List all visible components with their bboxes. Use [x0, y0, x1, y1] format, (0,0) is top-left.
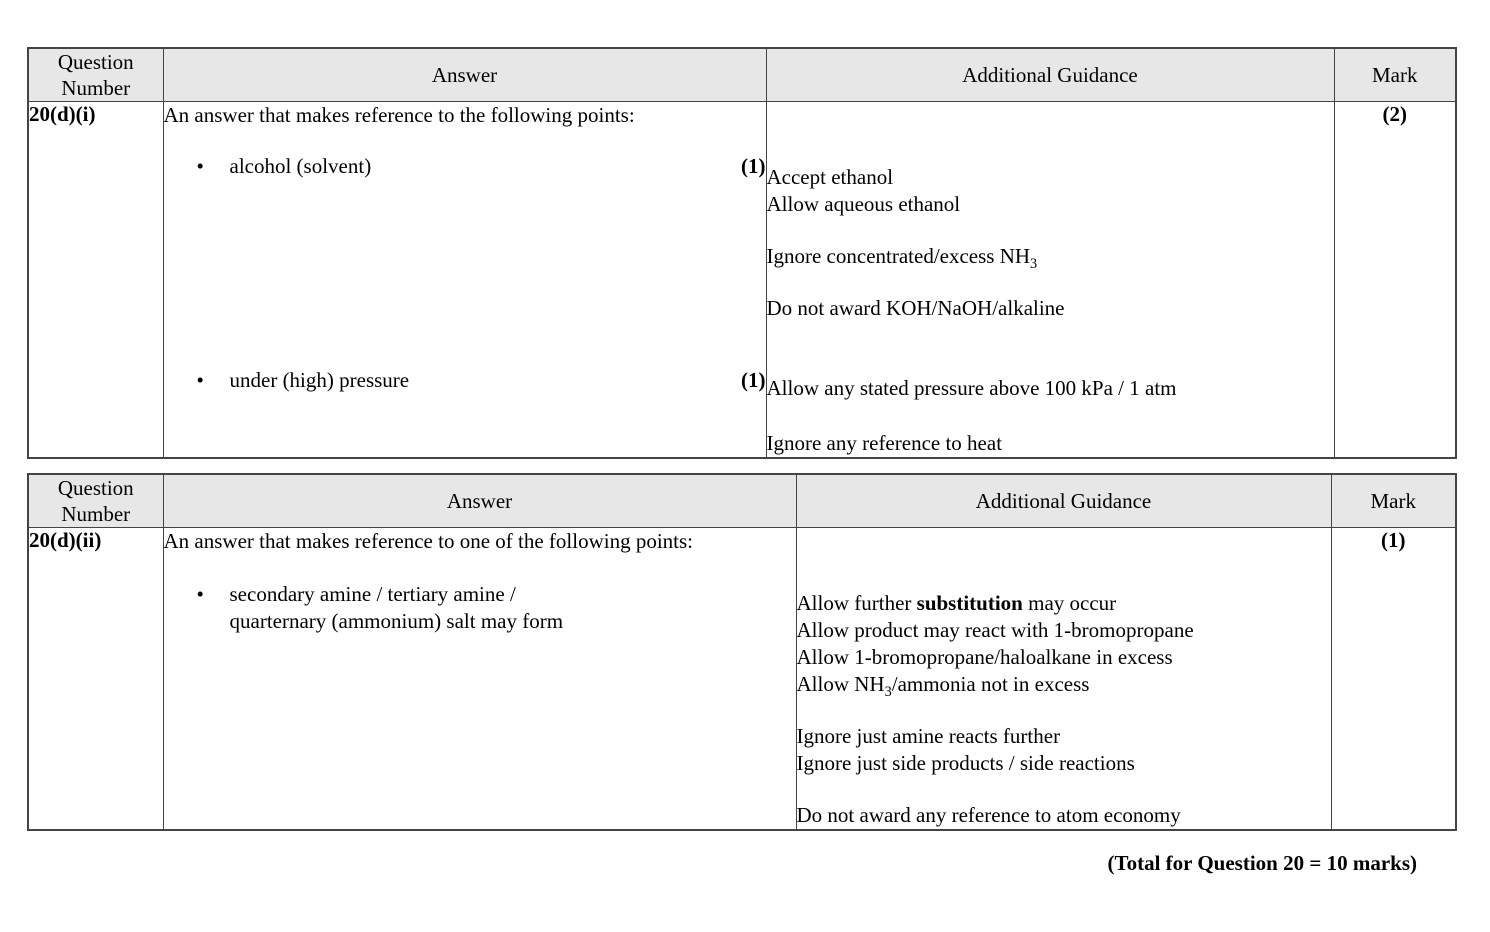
answer-bullet-text — [230, 581, 796, 635]
answer-bullet-text: alcohol (solvent) — [229, 154, 372, 178]
bullet-icon: • — [196, 582, 204, 606]
col-header-answer: Answer — [163, 48, 766, 102]
guidance-line — [797, 590, 1331, 617]
additional-guidance-cell — [796, 528, 1331, 831]
guidance-text: may occur — [1022, 591, 1117, 615]
mark-cell — [1334, 102, 1456, 459]
guidance-line: Do not award any reference to atom economy — [796, 803, 1181, 827]
table-row — [28, 528, 1456, 831]
guidance-line: Ignore any reference to heat — [766, 431, 1003, 455]
guidance-text: Allow NH — [796, 672, 885, 696]
header-row — [28, 48, 1456, 102]
answer-cell — [163, 528, 796, 831]
answer-intro: An answer that makes reference to the following points: — [163, 103, 635, 127]
question-number: 20(d)(ii) — [29, 528, 102, 552]
bullet-mark-value: (1) — [741, 154, 766, 178]
col-header-mark: Mark — [1334, 48, 1456, 102]
col-header-additional-guidance: Additional Guidance — [766, 48, 1334, 102]
bullet-mark-value: (1) — [741, 368, 766, 392]
answer-bullet — [164, 581, 796, 635]
answer-cell — [163, 102, 766, 459]
total-marks-line: (Total for Question 20 = 10 marks) — [1107, 851, 1417, 875]
guidance-line: Allow any stated pressure above 100 kPa / 1 atm — [766, 376, 1177, 400]
chemical-subscript: 3 — [884, 684, 892, 701]
bullet-icon: • — [196, 368, 204, 392]
additional-guidance-cell — [766, 102, 1334, 459]
guidance-text: /ammonia not in excess — [891, 672, 1090, 696]
question-number: 20(d)(i) — [29, 102, 96, 126]
mark-scheme-table-20di — [27, 47, 1457, 459]
col-header-question-number: Question Number — [28, 474, 163, 528]
guidance-line: Allow 1-bromopropane/haloalkane in excess — [796, 645, 1173, 669]
guidance-line — [796, 671, 1331, 701]
guidance-line: Allow aqueous ethanol — [766, 192, 961, 216]
chemical-subscript: 3 — [1030, 256, 1038, 273]
header-row — [28, 474, 1456, 528]
question-number-cell — [28, 528, 163, 831]
guidance-text-bold: substitution — [916, 591, 1023, 615]
answer-intro: An answer that makes reference to one of the following points: — [163, 529, 694, 553]
mark-cell — [1331, 528, 1456, 831]
col-header-mark: Mark — [1331, 474, 1456, 528]
mark-scheme-table-20dii — [27, 473, 1457, 831]
guidance-line: Ignore just side products / side reactions — [796, 751, 1135, 775]
answer-bullet — [164, 367, 766, 394]
question-number-cell — [28, 102, 163, 459]
col-header-additional-guidance: Additional Guidance — [796, 474, 1331, 528]
guidance-text: Allow further — [796, 591, 917, 615]
guidance-line: Do not award KOH/NaOH/alkaline — [766, 296, 1065, 320]
guidance-line — [766, 243, 1334, 273]
answer-bullet-line: secondary amine / tertiary amine / — [229, 582, 516, 606]
mark-value: (2) — [1382, 102, 1407, 126]
mark-value: (1) — [1381, 528, 1406, 552]
bullet-icon: • — [196, 154, 204, 178]
answer-bullet — [164, 153, 766, 180]
guidance-text: Ignore concentrated/excess NH — [766, 244, 1031, 268]
table-row — [28, 102, 1456, 459]
answer-bullet-line: quarternary (ammonium) salt may form — [229, 609, 564, 633]
answer-bullet-text: under (high) pressure — [229, 368, 410, 392]
guidance-line: Accept ethanol — [766, 165, 894, 189]
guidance-line: Ignore just amine reacts further — [796, 724, 1061, 748]
col-header-question-number: Question Number — [28, 48, 163, 102]
col-header-answer: Answer — [163, 474, 796, 528]
guidance-line: Allow product may react with 1-bromopropane — [796, 618, 1194, 642]
